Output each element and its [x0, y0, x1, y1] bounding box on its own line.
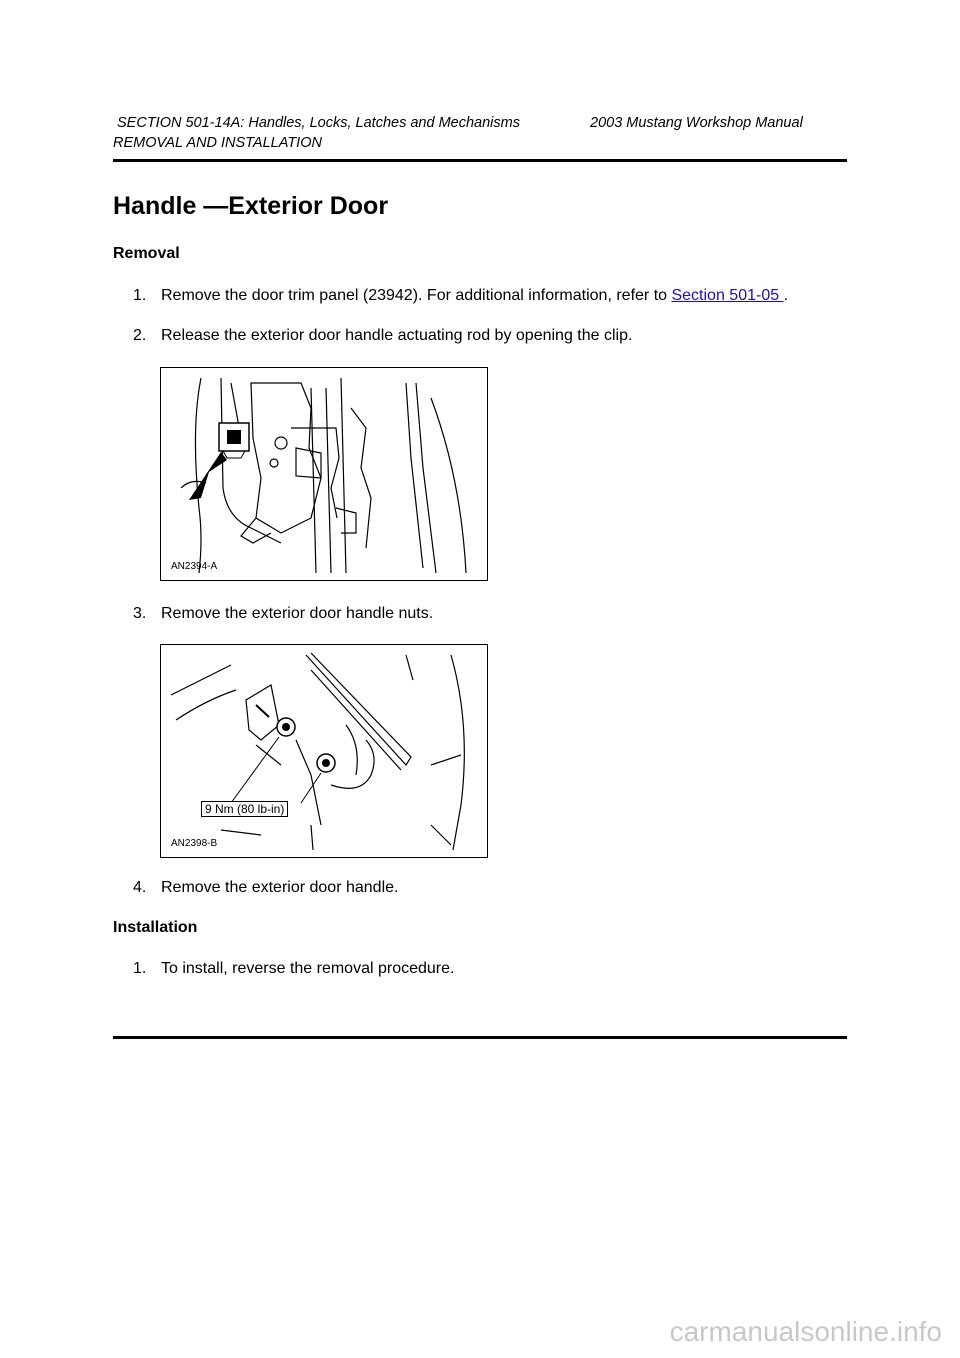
step-number: 1.: [133, 287, 147, 304]
step-text: Remove the exterior door handle nuts.: [161, 605, 434, 622]
step-text: Remove the door trim panel (23942). For additional information, refer to: [161, 287, 672, 304]
header-section-title: SECTION 501-14A: Handles, Locks, Latches and Mechanisms: [117, 115, 520, 131]
figure-illustration: [161, 368, 487, 580]
figure-handle-nuts: [160, 644, 488, 858]
figure-actuating-rod-clip: [160, 367, 488, 581]
step-text: Remove the exterior door handle.: [161, 879, 399, 896]
header-subheading: REMOVAL AND INSTALLATION: [113, 135, 322, 151]
step-text: Release the exterior door handle actuating rod by opening the clip.: [161, 327, 633, 344]
installation-step-1: [133, 960, 454, 978]
figure-label: AN2394-A: [171, 561, 218, 572]
page-title: Handle —Exterior Door: [113, 192, 389, 220]
torque-callout: 9 Nm (80 lb-in): [201, 801, 288, 817]
step-number: 1.: [133, 960, 147, 977]
step-number: 3.: [133, 605, 147, 622]
removal-step-4: [133, 879, 398, 897]
removal-heading: Removal: [113, 245, 180, 262]
removal-step-3: [133, 605, 433, 623]
section-501-05-link[interactable]: Section 501-05: [671, 287, 784, 304]
figure-illustration: [161, 645, 487, 857]
step-number: 2.: [133, 327, 147, 344]
footer-rule: [113, 1036, 847, 1039]
watermark: carmanualsonline.info: [669, 1316, 942, 1347]
step-text: To install, reverse the removal procedure.: [161, 960, 455, 977]
header-rule: [113, 159, 847, 162]
step-number: 4.: [133, 879, 147, 896]
removal-step-2: [133, 327, 632, 345]
installation-heading: Installation: [113, 919, 198, 936]
removal-step-1: [133, 287, 788, 305]
header-manual-title: 2003 Mustang Workshop Manual: [590, 115, 803, 131]
step-text-end: .: [783, 287, 789, 304]
figure-label: AN2398-B: [171, 838, 218, 849]
